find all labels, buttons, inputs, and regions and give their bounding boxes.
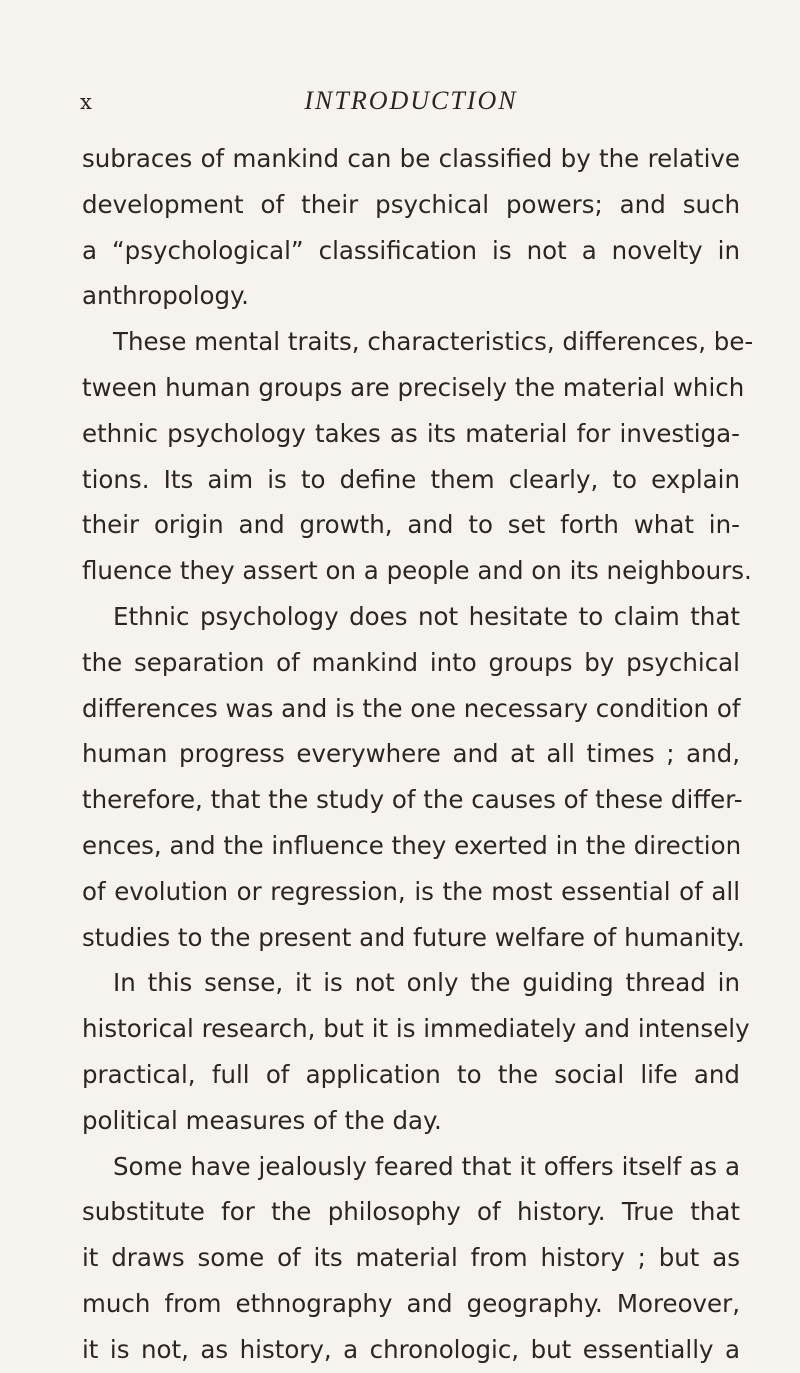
text-line: of evolution or regression, is the most essential of all	[82, 876, 740, 906]
text-line: In this sense, it is not only the guiding thread in	[113, 968, 740, 998]
text-line: a “psychological” classification is not a novelty in	[82, 235, 740, 265]
text-line: it draws some of its material from history ; but as	[82, 1243, 740, 1273]
text-line: tions. Its aim is to define them clearly, to explain	[82, 464, 740, 494]
text-line: therefore, that the study of the causes of these differ-	[82, 785, 743, 815]
text-line: their origin and growth, and to set forth what in-	[82, 510, 740, 540]
text-line: political measures of the day.	[82, 1105, 442, 1135]
text-line: subraces of mankind can be classified by the relative	[82, 144, 740, 173]
text-line: differences was and is the one necessary condition of	[82, 693, 741, 723]
text-line: human progress everywhere and at all times ; and,	[82, 739, 740, 769]
text-line: Ethnic psychology does not hesitate to claim that	[113, 601, 740, 631]
text-line: fluence they assert on a people and on its neighbours.	[82, 556, 752, 586]
text-line: substitute for the philosophy of history. True that	[82, 1197, 740, 1227]
page-number: x	[80, 90, 93, 114]
text-line: the separation of mankind into groups by psychical	[82, 647, 740, 677]
text-line: historical research, but it is immediately and intensely	[82, 1014, 750, 1044]
text-line: tween human groups are precisely the material which	[82, 372, 745, 402]
text-line: practical, full of application to the social life and	[82, 1059, 740, 1089]
text-line: it is not, as history, a chronologic, but essentially a	[82, 1334, 740, 1364]
text-line: Some have jealously feared that it offers itself as a	[113, 1151, 740, 1181]
text-line: development of their psychical powers; and such	[82, 189, 740, 219]
text-line: much from ethnography and geography. Moreover,	[82, 1288, 740, 1318]
text-line: ethnic psychology takes as its material for investiga-	[82, 418, 740, 448]
body-text	[82, 136, 754, 1373]
running-head	[78, 86, 744, 126]
text-line: studies to the present and future welfare of humanity.	[82, 922, 745, 952]
text-line: ences, and the influence they exerted in the direction	[82, 830, 742, 860]
text-line: anthropology.	[82, 281, 249, 311]
text-line: These mental traits, characteristics, differences, be-	[113, 327, 754, 357]
running-title: INTRODUCTION	[304, 86, 518, 115]
